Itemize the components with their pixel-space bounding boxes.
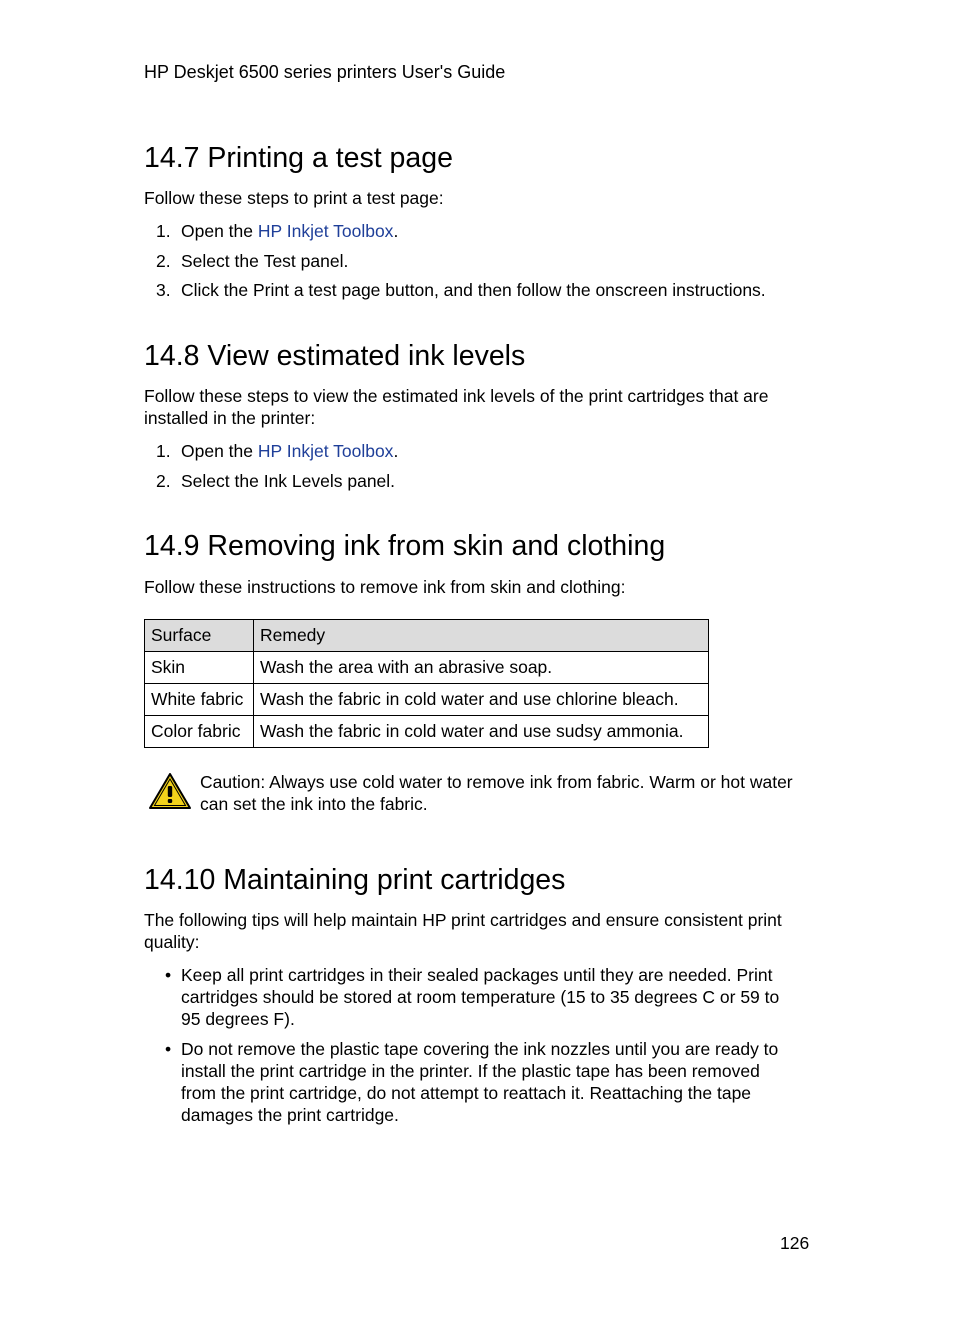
list-text: Open the [181,221,258,241]
list-text: . [393,221,399,241]
bullet-item [181,1038,821,1126]
list-number: 2. [156,251,171,271]
table-header-row [145,620,709,652]
list-text: . [393,441,399,461]
list-item [156,220,398,242]
remedy-text: Wash the fabric in [260,689,405,709]
caution-line: can set the ink into the fabric. [200,794,428,814]
ink-removal-table [144,619,709,748]
remedy-text: water and use sudsy ammonia. [436,721,684,741]
bullet-line: 95 degrees F). [181,1009,295,1029]
remedy-text: Wash the area with an abrasive soap. [260,657,553,677]
table-row [145,652,709,684]
list-item [156,440,398,462]
section-intro-line: installed in the printer: [144,408,316,428]
table-cell-surface: White fabric [145,684,254,716]
bullet-item [181,964,821,1030]
bullet-marker: • [165,965,172,985]
table-cell-remedy [254,652,709,684]
bullet-line: install the print cartridge in the printer. If the plastic tape has been removed [181,1061,760,1081]
remedy-emphasis: cold [404,721,437,741]
ui-term: Ink Levels [263,471,343,491]
section-heading-14-8: 14.8 View estimated ink levels [144,340,526,372]
list-item [156,470,395,492]
ui-term: Test [263,251,296,271]
list-text: Select the [181,471,264,491]
caution-note [200,771,820,815]
bullet-line: cartridges should be stored at room temperature (15 to 35 degrees C or 59 to [181,987,780,1007]
table-cell-remedy [254,684,709,716]
table-header-cell: Remedy [254,620,709,652]
list-text: Click the [181,280,253,300]
remedy-emphasis: cold [404,689,437,709]
list-text: button, and then follow the onscreen instructions. [380,280,766,300]
list-text: panel. [342,471,396,491]
list-text: panel. [295,251,349,271]
table-header-cell: Surface [145,620,254,652]
list-number: 1. [156,221,171,241]
bullet-line: from the print cartridge, do not attempt to reattach it. Reattaching the tape [181,1083,752,1103]
list-item [156,250,348,272]
document-header-title: HP Deskjet 6500 series printers User's Guide [144,62,506,82]
table-cell-surface: Color fabric [145,716,254,748]
list-number: 2. [156,471,171,491]
hp-inkjet-toolbox-link[interactable]: HP Inkjet Toolbox [257,221,394,241]
page-number: 126 [780,1233,810,1253]
bullet-line: Do not remove the plastic tape covering the ink nozzles until you are ready to [181,1039,779,1059]
section-heading-14-10: 14.10 Maintaining print cartridges [144,864,566,896]
list-number: 1. [156,441,171,461]
section-intro-line: quality: [144,932,200,952]
section-heading-14-7: 14.7 Printing a test page [144,142,453,174]
list-item [156,279,766,301]
warning-triangle-icon [148,771,192,811]
list-text: Select the [181,251,264,271]
bullet-line: damages the print cartridge. [181,1105,399,1125]
section-intro-line: Follow these steps to view the estimated ink levels of the print cartridges that are [144,386,769,406]
hp-inkjet-toolbox-link[interactable]: HP Inkjet Toolbox [257,441,394,461]
bullet-line: Keep all print cartridges in their sealed packages until they are needed. Print [181,965,773,985]
list-number: 3. [156,280,171,300]
section-intro-line: The following tips will help maintain HP print cartridges and ensure consistent print [144,910,782,930]
caution-line: Caution: Always use cold water to remove ink from fabric. Warm or hot water [200,772,793,792]
bullet-marker: • [165,1039,172,1059]
remedy-text: Wash the fabric in [260,721,405,741]
section-intro: Follow these instructions to remove ink from skin and clothing: [144,577,626,597]
ui-term: Print a test page [252,280,381,300]
list-text: Open the [181,441,258,461]
remedy-text: water and use chlorine bleach. [436,689,679,709]
table-row [145,684,709,716]
section-intro: Follow these steps to print a test page: [144,188,444,208]
table-cell-remedy [254,716,709,748]
table-row [145,716,709,748]
table-cell-surface: Skin [145,652,254,684]
section-heading-14-9: 14.9 Removing ink from skin and clothing [144,530,666,562]
